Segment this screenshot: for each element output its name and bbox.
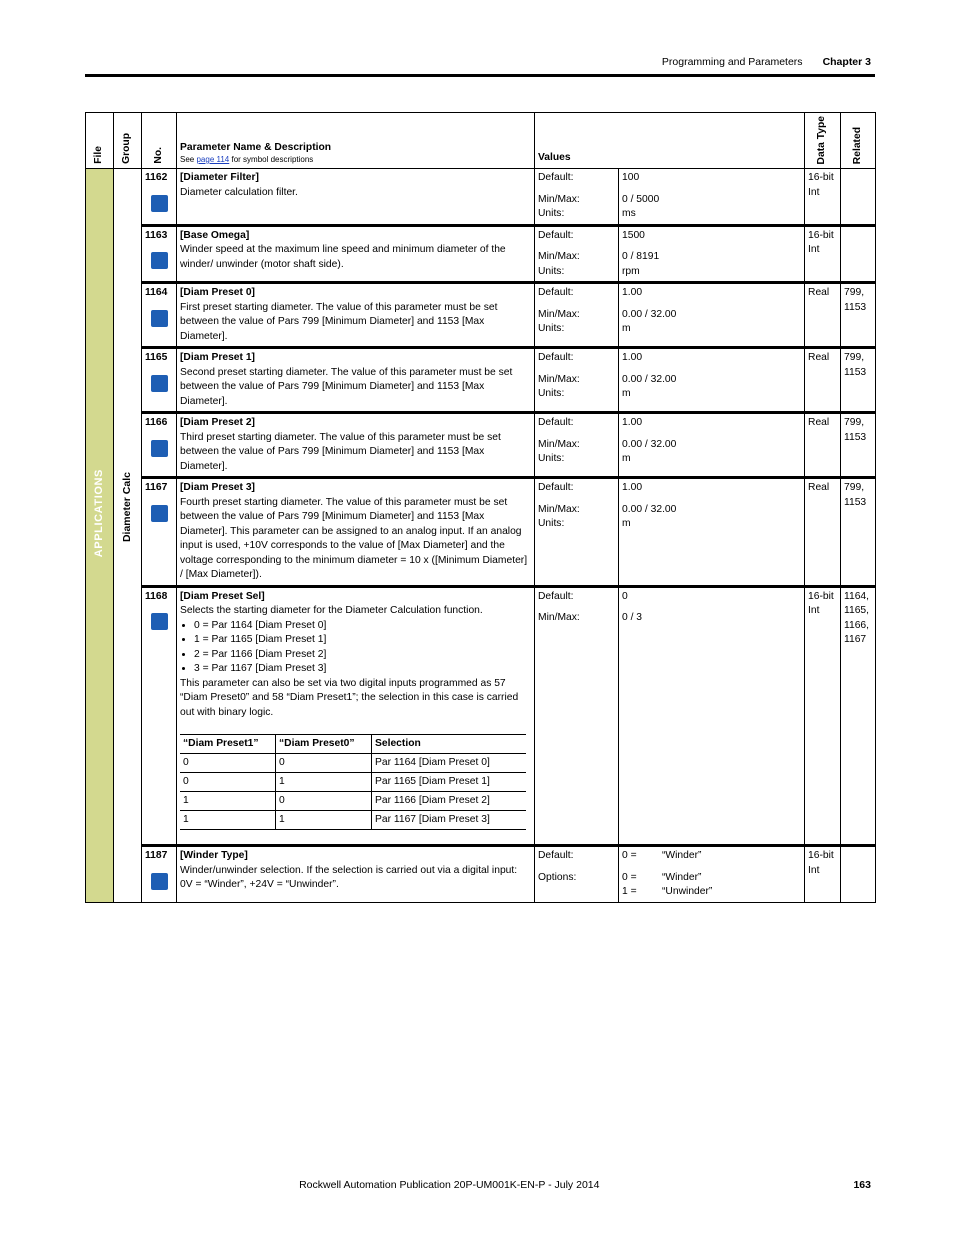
- param-values: 1.00 0.00 / 32.00 m: [619, 348, 805, 413]
- rw-symbol-icon: [151, 252, 168, 269]
- sel-header: Selection: [372, 735, 527, 754]
- table-row: 1 1 Par 1167 [Diam Preset 3]: [180, 811, 526, 830]
- col-header-data-type: Data Type: [805, 113, 841, 169]
- param-row-1166: [86, 413, 876, 478]
- param-data-type: 16-bit Int: [805, 225, 841, 283]
- param-name-desc: [Diam Preset 1] Second preset starting diameter. The value of this parameter must be set between the value of Pars 799 [Minimum Diameter] and 1153 [Max Diameter].: [177, 348, 535, 413]
- file-cell: [86, 169, 114, 903]
- param-name-desc: [Diam Preset 0] First preset starting diameter. The value of this parameter must be set between the value of Pars 799 [Minimum Diameter] and 1153 [Max Diameter].: [177, 283, 535, 348]
- param-number: 1163: [142, 225, 177, 283]
- col-header-group: Group: [114, 113, 142, 169]
- footer-publication: Rockwell Automation Publication 20P-UM001K-EN-P - July 2014: [299, 1179, 600, 1191]
- param-name-desc: [Diameter Filter] Diameter calculation filter.: [177, 169, 535, 226]
- header-chapter: Chapter 3: [822, 56, 871, 68]
- param-number: 1167: [142, 478, 177, 587]
- param-related: [841, 846, 876, 903]
- rw-symbol-icon: [151, 195, 168, 212]
- param-values: 0 = “Winder” 0 = “Winder” 1 = “Unwinder”: [619, 846, 805, 903]
- param-related: 799, 1153: [841, 348, 876, 413]
- param-data-type: 16-bit Int: [805, 169, 841, 226]
- file-label: APPLICATIONS: [93, 469, 106, 558]
- parameter-table: [85, 112, 876, 903]
- param-values: 1.00 0.00 / 32.00 m: [619, 283, 805, 348]
- param-value-labels: Default: Min/Max: Units:: [535, 478, 619, 587]
- header-rule: [85, 74, 875, 77]
- param-row-1164: [86, 283, 876, 348]
- param-data-type: 16-bit Int: [805, 846, 841, 903]
- param-number: 1165: [142, 348, 177, 413]
- footer-page-number: 163: [853, 1179, 871, 1191]
- param-related: 799, 1153: [841, 283, 876, 348]
- param-values: 1.00 0.00 / 32.00 m: [619, 478, 805, 587]
- param-data-type: Real: [805, 413, 841, 478]
- param-value-labels: Default: Min/Max: Units:: [535, 169, 619, 226]
- page-footer: [85, 1175, 871, 1195]
- param-value-labels: Default: Options:: [535, 846, 619, 903]
- col-header-values: Values: [535, 113, 805, 169]
- selection-table: [180, 734, 526, 830]
- rw-symbol-icon: [151, 505, 168, 522]
- param-row-1162: [86, 169, 876, 226]
- option-item: • 3 = Par 1167 [Diam Preset 3]: [194, 662, 531, 677]
- param-values: 1.00 0.00 / 32.00 m: [619, 413, 805, 478]
- param-row-1168: [86, 586, 876, 846]
- param-related: [841, 225, 876, 283]
- param-name-desc: [Diam Preset 3] Fourth preset starting diameter. The value of this parameter must be set between the value of Pars 799 [Minimum Diameter] and 1153 [Max Diameter]. This parameter can be assigned to an analog input. If an analog input is used, +10V corresponds to the value of [Max Diameter] and the voltage corresponding to the minimum diameter = 10 x ([Minimum Diameter] / [Max Diameter]).: [177, 478, 535, 587]
- param-data-type: Real: [805, 283, 841, 348]
- param-number: 1164: [142, 283, 177, 348]
- param-related: [841, 169, 876, 226]
- param-row-1163: [86, 225, 876, 283]
- table-row: 1 0 Par 1166 [Diam Preset 2]: [180, 792, 526, 811]
- param-number: 1166: [142, 413, 177, 478]
- rw-symbol-icon: [151, 873, 168, 890]
- param-data-type: 16-bit Int: [805, 586, 841, 846]
- param-values: 1500 0 / 8191 rpm: [619, 225, 805, 283]
- rw-symbol-icon: [151, 440, 168, 457]
- param-name-desc: [Base Omega] Winder speed at the maximum line speed and minimum diameter of the winder/ unwinder (motor shaft side).: [177, 225, 535, 283]
- selection-header-row: [180, 735, 526, 754]
- col-header-name-desc: Parameter Name & Description See page 114 for symbol descriptions: [177, 113, 535, 169]
- param-row-1165: [86, 348, 876, 413]
- param-name-desc: [Winder Type] Winder/unwinder selection. If the selection is carried out via a digital input: 0V = “Winder”, +24V = “Unwinder”.: [177, 846, 535, 903]
- param-value-labels: Default: Min/Max: Units:: [535, 283, 619, 348]
- param-number: 1168: [142, 586, 177, 846]
- table-header-row: [86, 113, 876, 169]
- param-related: 1164, 1165, 1166, 1167: [841, 586, 876, 846]
- param-name-desc: [Diam Preset Sel] Selects the starting diameter for the Diameter Calculation function. • 0 = Par 1164 [Diam Preset 0] • 1 = Par 1165 [Diam Preset 1] • 2 = Par 1166 [Diam Preset 2] • 3 = Par 1167 [Diam Preset 3] This parameter can also be set via two digital inputs programmed as 57 “Diam Preset0” and 58 “Diam Preset1”; the selection in this case is carried out with binary logic. “Diam Preset1” “Diam Preset0” Selection 0 0 Par 1164 [Diam Preset 0] 0 1 Par 1165 [Diam Preset 1] 1 0 Par 1166 [Diam Preset 2] 1 1 Par 1167 [Diam Preset 3]: [177, 586, 535, 846]
- rw-symbol-icon: [151, 613, 168, 630]
- param-name-desc: [Diam Preset 2] Third preset starting diameter. The value of this parameter must be set between the value of Pars 799 [Minimum Diameter] and 1153 [Max Diameter].: [177, 413, 535, 478]
- param-value-labels: Default: Min/Max: Units:: [535, 413, 619, 478]
- param-row-1187: [86, 846, 876, 903]
- symbol-note: See page 114 for symbol descriptions: [180, 155, 314, 164]
- param-data-type: Real: [805, 478, 841, 587]
- sel-header: “Diam Preset1”: [180, 735, 276, 754]
- option-item: • 1 = Par 1165 [Diam Preset 1]: [194, 633, 531, 648]
- option-list: [180, 619, 531, 677]
- param-number: 1187: [142, 846, 177, 903]
- page-114-link[interactable]: page 114: [196, 155, 230, 164]
- param-value-labels: Default: Min/Max: Units:: [535, 348, 619, 413]
- col-header-no: No.: [142, 113, 177, 169]
- col-header-related: Related: [841, 113, 876, 169]
- param-related: 799, 1153: [841, 413, 876, 478]
- group-cell: [114, 169, 142, 903]
- col-header-file: File: [86, 113, 114, 169]
- page-header: [85, 52, 871, 72]
- option-item: • 2 = Par 1166 [Diam Preset 2]: [194, 648, 531, 663]
- header-section-title: Programming and Parameters: [661, 56, 803, 68]
- rw-symbol-icon: [151, 375, 168, 392]
- table-row: 0 1 Par 1165 [Diam Preset 1]: [180, 773, 526, 792]
- param-value-labels: Default: Min/Max: Units:: [535, 225, 619, 283]
- param-row-1167: [86, 478, 876, 587]
- param-related: 799, 1153: [841, 478, 876, 587]
- table-row: 0 0 Par 1164 [Diam Preset 0]: [180, 754, 526, 773]
- option-item: • 0 = Par 1164 [Diam Preset 0]: [194, 619, 531, 634]
- param-number: 1162: [142, 169, 177, 226]
- rw-symbol-icon: [151, 310, 168, 327]
- group-label: Diameter Calc: [121, 472, 134, 543]
- param-values: 100 0 / 5000 ms: [619, 169, 805, 226]
- param-values: 0 0 / 3: [619, 586, 805, 846]
- sel-header: “Diam Preset0”: [276, 735, 372, 754]
- param-value-labels: Default: Min/Max:: [535, 586, 619, 846]
- param-data-type: Real: [805, 348, 841, 413]
